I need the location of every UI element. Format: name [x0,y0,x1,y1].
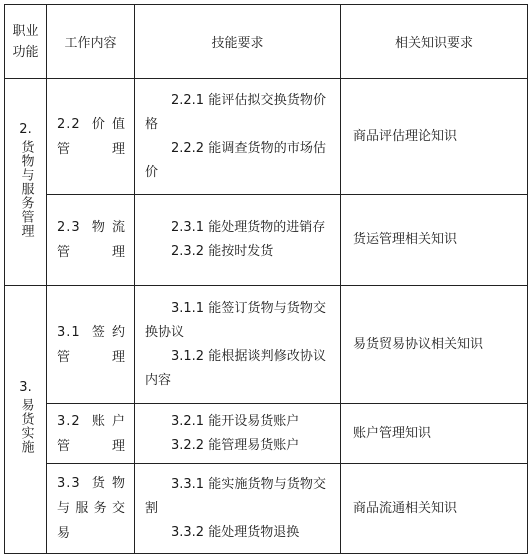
function-title: 易货实施 [18,398,34,454]
content-line2: 管理 [57,349,126,365]
skill-cell [135,404,341,464]
header-function-line2: 功能 [12,44,39,60]
function-number: 3. [19,380,32,395]
skill-item: 3.3.2 能处理货物退换 [171,524,300,540]
knowledge-cell: 账户管理知识 [341,404,528,464]
skill-cell [135,79,341,195]
content-cell [47,286,135,404]
content-line2: 管理 [57,438,126,454]
skill-item: 3.3.1 能实施货物与货物交割 [145,476,326,516]
content-line2: 管理 [57,245,126,260]
header-knowledge: 相关知识要求 [341,5,528,79]
knowledge-cell: 易货贸易协议相关知识 [341,286,528,404]
content-line2: 管理 [57,141,126,157]
skill-item: 2.2.1 能评估拟交换货物价格 [145,92,326,132]
content-cell [47,79,135,195]
content-line1: 3.1 签约 [57,324,126,340]
skill-item: 2.3.2 能按时发货 [171,244,274,259]
header-function-line1: 职业 [12,23,39,39]
content-line1: 2.2 价值 [57,116,126,132]
content-line1: 2.3 物流 [57,220,126,235]
function-number: 2. [19,121,32,137]
header-content: 工作内容 [47,5,135,79]
skill-cell [135,286,341,404]
skill-cell [135,464,341,554]
table-row [5,404,528,464]
skill-item: 3.2.2 能管理易货账户 [171,437,300,453]
knowledge-cell: 商品评估理论知识 [341,79,528,195]
content-line2: 与服务交易 [57,501,126,541]
content-cell [47,464,135,554]
skill-item: 2.3.1 能处理货物的进销存 [171,220,326,235]
knowledge-cell: 商品流通相关知识 [341,464,528,554]
table-row [5,79,528,195]
skill-cell [135,195,341,286]
header-function [5,5,47,79]
function-title: 货物与服务管理 [18,139,34,238]
content-line1: 3.3 货物 [57,476,126,491]
skill-item: 2.2.2 能调查货物的市场估价 [145,140,326,180]
table-row [5,464,528,554]
content-cell [47,195,135,286]
content-cell [47,404,135,464]
occupational-standard-table [4,4,528,554]
skill-item: 3.1.1 能签订货物与货物交换协议 [145,300,326,340]
skill-item: 3.2.1 能开设易货账户 [171,413,300,429]
function-cell-barter [5,286,47,554]
header-row [5,5,528,79]
skill-item: 3.1.2 能根据谈判修改协议内容 [145,348,326,388]
knowledge-cell: 货运管理相关知识 [341,195,528,286]
content-line1: 3.2 账户 [57,413,126,429]
function-cell-goods-service [5,79,47,286]
table-row [5,286,528,404]
header-skill: 技能要求 [135,5,341,79]
table-row [5,195,528,286]
